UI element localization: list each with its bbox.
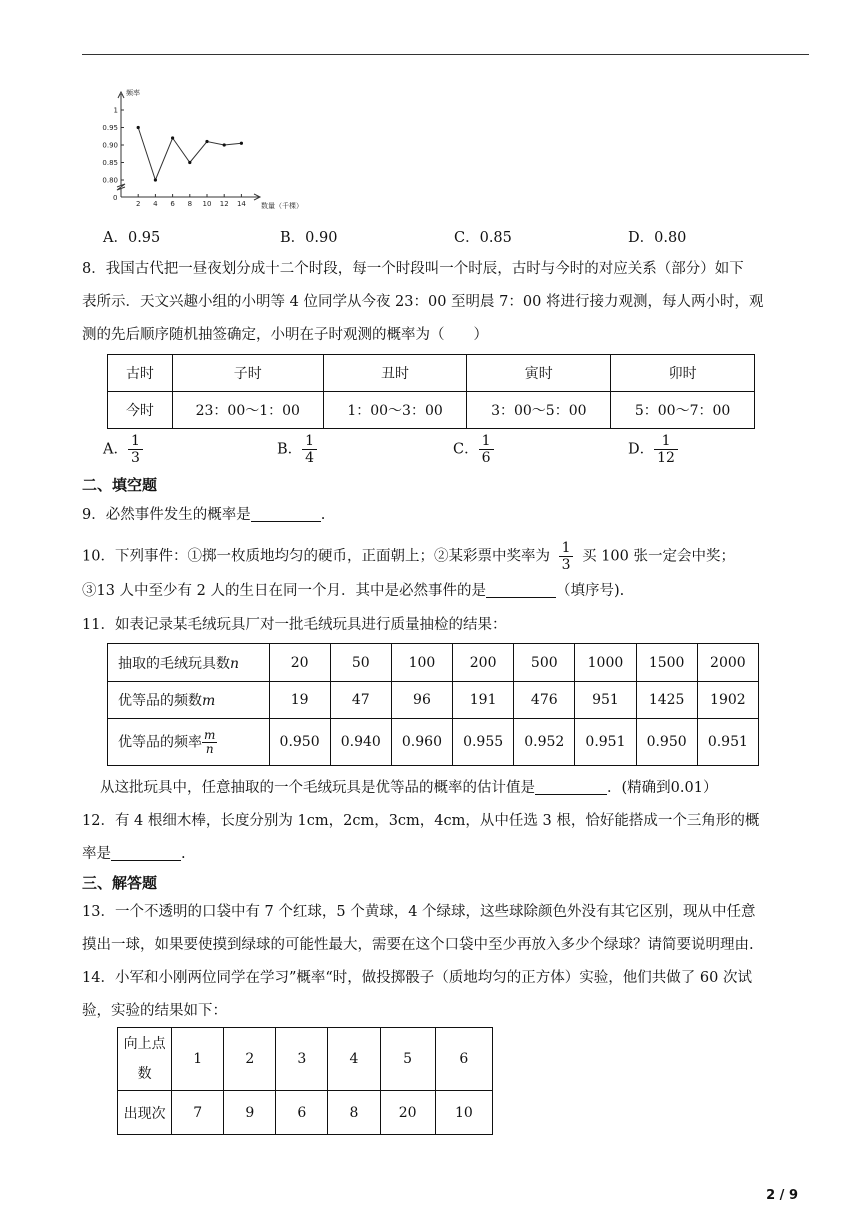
q11-question — [100, 778, 809, 798]
answer-blank[interactable] — [251, 505, 321, 522]
q14-dice-table — [117, 1027, 493, 1135]
y-tick-label: 0.85 — [102, 159, 118, 167]
q8-option-c[interactable] — [453, 433, 494, 466]
q11-cell: 200 — [453, 644, 514, 682]
q8-cell: 1：00～3：00 — [323, 392, 467, 429]
q8-time-table — [107, 354, 755, 429]
q14-cell: 10 — [435, 1091, 492, 1135]
q13-line-2: 摸出一球，如果要使摸到绿球的可能性最大，需要在这个口袋中至少再放入多少个绿球？请简要说明理由. — [82, 937, 754, 953]
x-tick-label: 8 — [187, 200, 193, 208]
numerator: m — [204, 727, 216, 742]
q8-cell: 丑时 — [323, 355, 467, 392]
answer-blank[interactable] — [535, 778, 607, 795]
label-text: 抽取的毛绒玩具数 — [118, 655, 230, 672]
q8-cell: 今时 — [108, 392, 173, 429]
y-tick-label: 0.95 — [102, 124, 118, 132]
q11-cell: 0.950 — [269, 719, 330, 766]
numerator: 1 — [559, 540, 574, 557]
q8-cell: 5：00～7：00 — [611, 392, 755, 429]
numerator: 1 — [128, 433, 143, 450]
fraction — [302, 433, 317, 466]
q8-cell: 寅时 — [467, 355, 611, 392]
q8-cell: 子时 — [172, 355, 323, 392]
option-label: A． — [103, 441, 128, 458]
q11-cell: 1500 — [636, 644, 697, 682]
q11-cell: 476 — [514, 682, 575, 719]
q8-cell: 23：00～1：00 — [172, 392, 323, 429]
q11-cell: 19 — [269, 682, 330, 719]
q14-cell: 9 — [224, 1091, 276, 1135]
q10-text: ③13 人中至少有 2 人的生日在同一个月．其中是必然事件的是 — [82, 583, 487, 599]
header-line: 数 — [137, 1066, 152, 1082]
denominator: 6 — [481, 450, 491, 466]
y-axis-label: 频率 — [126, 89, 140, 97]
data-point — [137, 126, 140, 129]
denominator: n — [205, 741, 214, 756]
q11-cell: 0.952 — [514, 719, 575, 766]
q11-inspection-table — [107, 643, 759, 766]
q11-cell: 0.950 — [636, 719, 697, 766]
option-label: D． — [628, 441, 655, 458]
q8-cell: 3：00～5：00 — [467, 392, 611, 429]
data-point — [154, 178, 157, 181]
q8-text-line-1: 8．我国古代把一昼夜划分成十二个时段，每一个时段叫一个时辰，古时与今时的对应关系（部分）如下 — [82, 261, 744, 277]
q11-cell: 100 — [391, 644, 452, 682]
q11-cell: 1000 — [575, 644, 636, 682]
q11-text: 从这批玩具中，任意抽取的一个毛绒玩具是优等品的概率的估计值是 — [100, 780, 535, 796]
x-axis-label: 数量（千棵） — [261, 202, 303, 210]
y-tick-label: 1 — [113, 106, 118, 115]
option-label: B． — [277, 441, 303, 458]
q8-text-line-2: 表所示．天文兴趣小组的小明等 4 位同学从今夜 23：00 至明晨 7：00 将进行接力观测，每人两小时，观 — [82, 294, 764, 310]
q11-cell: 47 — [330, 682, 391, 719]
q14-cell: 1 — [172, 1028, 224, 1091]
q8-cell: 古时 — [108, 355, 173, 392]
y-tick-label: 0.80 — [102, 176, 118, 185]
header-rule — [82, 54, 809, 55]
x-tick-label: 10 — [202, 200, 212, 208]
q7-option-a[interactable]: A．0.95 — [103, 230, 161, 246]
q11-cell: 0.951 — [575, 719, 636, 766]
symbol: m — [202, 693, 216, 709]
origin-label: 0 — [113, 194, 118, 202]
numerator: 1 — [654, 433, 678, 450]
option-label: C． — [453, 441, 479, 458]
answer-blank[interactable] — [111, 844, 181, 861]
q11-cell: 1902 — [697, 682, 758, 719]
denominator: 3 — [561, 557, 571, 573]
x-tick-label: 6 — [170, 200, 175, 208]
denominator: 12 — [657, 450, 675, 466]
series-line — [138, 128, 241, 181]
q10-line-1 — [82, 540, 809, 573]
label-text: 优等品的频率 — [118, 734, 202, 750]
x-tick-label: 12 — [219, 200, 229, 208]
q14-line-2: 验，实验的结果如下： — [82, 1003, 227, 1019]
q14-cell: 出现次 — [118, 1091, 172, 1135]
section-heading-answer: 三、解答题 — [82, 874, 158, 892]
q10-text: 10．下列事件：①掷一枚质地均匀的硬币，正面朝上；②某彩票中奖率为 — [82, 548, 550, 565]
q8-option-a[interactable] — [103, 433, 143, 466]
symbol: n — [230, 655, 240, 672]
q12-text: 率是 — [82, 846, 111, 862]
q11-cell: 0.960 — [391, 719, 452, 766]
q8-option-b[interactable] — [277, 433, 317, 466]
q11-cell: 1425 — [636, 682, 697, 719]
q14-line-1: 14．小军和小刚两位同学在学习”概率“时，做投掷骰子（质地均匀的正方体）实验，他们共做了 60 次试 — [82, 970, 752, 986]
q11-cell: 951 — [575, 682, 636, 719]
q7-option-d[interactable]: D．0.80 — [628, 230, 687, 246]
x-tick-label: 14 — [236, 200, 246, 208]
data-point — [171, 136, 174, 139]
q11-cell: 500 — [514, 644, 575, 682]
page-number: 2 / 9 — [766, 1188, 798, 1203]
q11-cell: 191 — [453, 682, 514, 719]
q12-end: . — [181, 846, 186, 862]
q7-option-b[interactable]: B．0.90 — [280, 230, 338, 246]
answer-blank[interactable] — [486, 581, 556, 598]
q10-line-2 — [82, 581, 809, 601]
data-point — [240, 142, 243, 145]
q14-cell: 2 — [224, 1028, 276, 1091]
q10-text: 买 100 张一定会中奖； — [582, 548, 735, 565]
q11-intro: 11．如表记录某毛绒玩具厂对一批毛绒玩具进行质量抽检的结果： — [82, 617, 507, 633]
q12-line-1: 12．有 4 根细木棒，长度分别为 1cm，2cm，3cm，4cm，从中任选 3 根，恰好能搭成一个三角形的概 — [82, 813, 760, 829]
denominator: 4 — [305, 450, 315, 466]
q10-end: （填序号). — [556, 583, 625, 599]
q11-cell: 50 — [330, 644, 391, 682]
header-line: 向上点 — [123, 1036, 166, 1052]
section-heading-fill-blank: 二、填空题 — [82, 476, 158, 494]
q14-cell: 20 — [380, 1091, 435, 1135]
q11-cell: 20 — [269, 644, 330, 682]
q11-cell: 2000 — [697, 644, 758, 682]
denominator: 3 — [130, 450, 140, 466]
q11-cell: 96 — [391, 682, 452, 719]
q14-cell: 6 — [435, 1028, 492, 1091]
header-cell — [118, 1028, 172, 1091]
fraction — [559, 540, 574, 573]
q14-cell: 5 — [380, 1028, 435, 1091]
q14-cell: 7 — [172, 1091, 224, 1135]
q14-cell: 4 — [328, 1028, 380, 1091]
frequency-line-chart — [100, 86, 315, 214]
q8-text-line-3: 测的先后顺序随机抽签确定，小明在子时观测的概率为（ ） — [82, 327, 488, 343]
data-point — [188, 161, 191, 164]
x-tick-label: 2 — [135, 200, 141, 208]
label-text: 优等品的频数 — [118, 693, 202, 709]
q9-line — [82, 505, 809, 525]
q13-line-1: 13．一个不透明的口袋中有 7 个红球，5 个黄球，4 个绿球，这些球除颜色外没有其它区别，现从中任意 — [82, 904, 756, 920]
q14-cell: 8 — [328, 1091, 380, 1135]
q11-cell: 0.955 — [453, 719, 514, 766]
q9-end: . — [320, 507, 326, 523]
q14-cell: 6 — [276, 1091, 328, 1135]
q7-option-c[interactable]: C．0.85 — [454, 230, 512, 246]
q8-option-d[interactable] — [628, 433, 678, 466]
numerator: 1 — [302, 433, 317, 450]
fraction — [202, 729, 217, 756]
fraction — [479, 433, 494, 466]
fraction — [654, 433, 678, 466]
row-label — [108, 644, 270, 682]
q11-end: ．(精确到0.01） — [607, 780, 718, 796]
y-tick-label: 0.90 — [102, 141, 118, 150]
q12-line-2 — [82, 844, 809, 864]
fraction — [128, 433, 143, 466]
data-point — [223, 143, 226, 146]
numerator: 1 — [479, 433, 494, 450]
q9-text: 9．必然事件发生的概率是 — [82, 507, 251, 523]
data-point — [205, 140, 208, 143]
q11-cell: 0.951 — [697, 719, 758, 766]
row-label — [108, 719, 270, 766]
x-tick-label: 4 — [153, 200, 158, 208]
q8-cell: 卯时 — [611, 355, 755, 392]
q14-cell: 3 — [276, 1028, 328, 1091]
row-label — [108, 682, 270, 719]
q11-cell: 0.940 — [330, 719, 391, 766]
